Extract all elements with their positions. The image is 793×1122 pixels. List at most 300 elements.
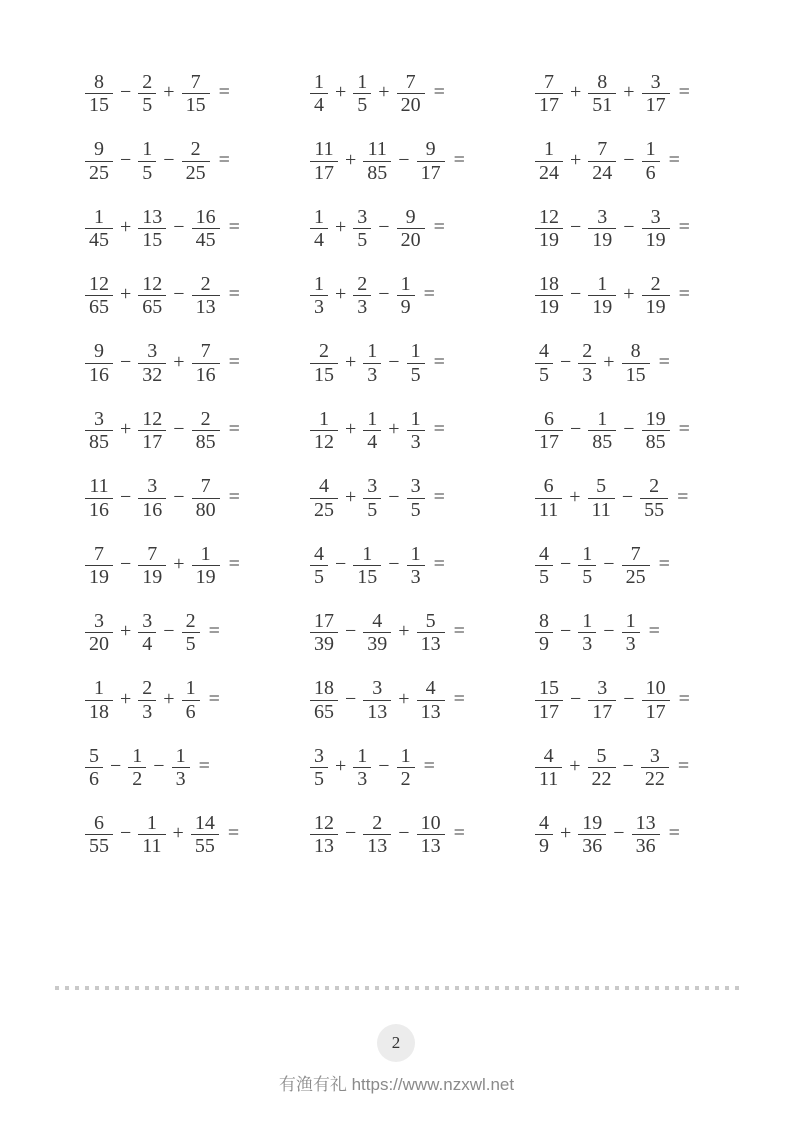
numerator: 10 [645, 677, 666, 700]
numerator: 7 [597, 138, 608, 161]
fraction-term-1 [535, 745, 562, 791]
fraction-problem [535, 340, 765, 386]
equals-sign: = [677, 485, 689, 508]
numerator: 1 [146, 812, 157, 835]
fraction-term-2 [588, 408, 616, 454]
operator-1: − [120, 552, 132, 575]
denominator: 3 [367, 363, 378, 386]
fraction-term-2 [128, 745, 146, 791]
denominator: 19 [592, 296, 613, 319]
equals-sign: = [228, 485, 240, 508]
fraction-term-1 [85, 475, 113, 521]
fraction-term-2 [363, 812, 391, 858]
equals-sign: = [433, 552, 445, 575]
numerator: 9 [405, 205, 416, 228]
fraction-term-3 [397, 71, 425, 117]
fraction-term-3 [192, 206, 220, 252]
fraction-term-2 [353, 71, 371, 117]
fraction-term-1 [85, 543, 113, 589]
denominator: 5 [142, 94, 153, 117]
numerator: 4 [539, 542, 549, 565]
operator-1: − [560, 620, 572, 643]
fraction-problem [85, 206, 310, 252]
fraction-problem [535, 273, 765, 319]
fraction-term-1 [535, 138, 563, 184]
fraction-term-3 [192, 475, 220, 521]
equals-sign: = [208, 687, 220, 710]
denominator: 85 [645, 431, 666, 454]
fraction-term-2 [138, 610, 156, 656]
fraction-problem [85, 677, 310, 723]
numerator: 7 [405, 70, 416, 93]
fraction-term-3 [417, 138, 445, 184]
operator-1: − [570, 215, 582, 238]
operator-2: − [623, 215, 635, 238]
numerator: 3 [597, 205, 608, 228]
denominator: 5 [410, 363, 421, 386]
equals-sign: = [228, 418, 240, 441]
fraction-problem [85, 475, 310, 521]
fraction-term-3 [640, 475, 668, 521]
operator-1: − [120, 81, 132, 104]
numerator: 1 [94, 677, 104, 700]
numerator: 9 [425, 138, 436, 161]
operator-2: + [163, 687, 175, 710]
denominator: 19 [89, 565, 109, 588]
operator-1: + [570, 81, 582, 104]
fraction-problem [310, 745, 535, 791]
fraction-term-3 [417, 677, 445, 723]
numerator: 10 [420, 812, 441, 835]
equals-sign: = [678, 418, 690, 441]
numerator: 4 [539, 812, 549, 835]
numerator: 3 [650, 205, 661, 228]
numerator: 2 [649, 475, 660, 498]
operator-2: − [388, 552, 400, 575]
denominator: 19 [592, 228, 613, 251]
numerator: 19 [645, 407, 666, 430]
fraction-term-2 [578, 812, 606, 858]
fraction-term-2 [588, 273, 616, 319]
numerator: 18 [539, 272, 559, 295]
fraction-problem [310, 408, 535, 454]
fraction-problem [85, 71, 310, 117]
operator-1: + [120, 418, 132, 441]
fraction-problem [85, 610, 310, 656]
denominator: 5 [357, 94, 368, 117]
numerator: 18 [314, 677, 334, 700]
numerator: 2 [582, 340, 593, 363]
numerator: 1 [367, 340, 378, 363]
fraction-term-3 [632, 812, 660, 858]
denominator: 5 [539, 565, 549, 588]
denominator: 13 [420, 633, 441, 656]
numerator: 1 [314, 205, 324, 228]
fraction-problem [535, 475, 765, 521]
equals-sign: = [198, 755, 210, 778]
fraction-problem [310, 340, 535, 386]
equals-sign: = [433, 350, 445, 373]
denominator: 45 [195, 228, 216, 251]
operator-1: + [120, 687, 132, 710]
denominator: 17 [645, 94, 666, 117]
numerator: 6 [544, 407, 554, 430]
operator-1: + [560, 822, 572, 845]
numerator: 4 [372, 609, 383, 632]
numerator: 1 [625, 609, 636, 632]
equals-sign: = [218, 81, 230, 104]
fraction-problem [85, 745, 310, 791]
fraction-term-2 [138, 71, 156, 117]
fraction-term-1 [535, 543, 553, 589]
numerator: 1 [132, 744, 143, 767]
numerator: 9 [94, 138, 104, 161]
denominator: 11 [591, 498, 611, 521]
numerator: 11 [367, 138, 387, 161]
fraction-term-1 [535, 340, 553, 386]
denominator: 85 [367, 161, 388, 184]
denominator: 5 [142, 161, 153, 184]
fraction-term-2 [578, 543, 596, 589]
numerator: 7 [630, 542, 641, 565]
numerator: 3 [410, 475, 421, 498]
denominator: 19 [645, 228, 666, 251]
numerator: 1 [645, 138, 656, 161]
operator-2: + [623, 283, 635, 306]
fraction-term-2 [138, 340, 166, 386]
denominator: 22 [591, 768, 612, 791]
denominator: 13 [367, 835, 388, 858]
equals-sign: = [433, 485, 445, 508]
denominator: 11 [142, 835, 162, 858]
fraction-term-2 [363, 408, 381, 454]
equals-sign: = [678, 215, 690, 238]
operator-1: + [345, 350, 357, 373]
numerator: 3 [142, 609, 153, 632]
fraction-term-1 [310, 745, 328, 791]
fraction-term-3 [192, 543, 220, 589]
fraction-term-2 [588, 71, 616, 117]
fraction-term-1 [85, 610, 113, 656]
denominator: 24 [539, 161, 559, 184]
fraction-problem [85, 340, 310, 386]
denominator: 3 [142, 700, 153, 723]
operator-1: − [120, 148, 132, 171]
numerator: 3 [94, 407, 104, 430]
denominator: 85 [592, 431, 613, 454]
numerator: 6 [543, 475, 554, 498]
denominator: 4 [142, 633, 153, 656]
equals-sign: = [668, 822, 680, 845]
fraction-term-1 [310, 71, 328, 117]
numerator: 3 [650, 70, 661, 93]
denominator: 2 [400, 768, 411, 791]
numerator: 5 [596, 475, 607, 498]
fraction-term-3 [192, 273, 220, 319]
fraction-term-1 [310, 475, 338, 521]
equals-sign: = [433, 418, 445, 441]
fraction-problem [85, 812, 310, 858]
operator-1: + [569, 485, 581, 508]
fraction-problem [310, 677, 535, 723]
denominator: 65 [142, 296, 163, 319]
operator-2: − [173, 283, 185, 306]
fraction-term-1 [310, 543, 328, 589]
denominator: 19 [142, 565, 163, 588]
equals-sign: = [228, 283, 240, 306]
denominator: 6 [185, 700, 196, 723]
numerator: 1 [544, 138, 554, 161]
equals-sign: = [658, 552, 670, 575]
denominator: 3 [410, 565, 421, 588]
operator-2: − [173, 215, 185, 238]
denominator: 15 [357, 565, 378, 588]
fraction-term-3 [417, 610, 445, 656]
numerator: 5 [425, 609, 436, 632]
operator-1: + [335, 755, 347, 778]
operator-2: − [388, 350, 400, 373]
denominator: 55 [194, 835, 215, 858]
operator-1: − [120, 822, 132, 845]
fraction-term-3 [622, 543, 650, 589]
denominator: 3 [357, 768, 368, 791]
denominator: 55 [89, 835, 109, 858]
numerator: 2 [319, 340, 329, 363]
fraction-term-1 [310, 206, 328, 252]
denominator: 20 [400, 228, 421, 251]
fraction-problem [85, 138, 310, 184]
denominator: 51 [592, 94, 613, 117]
numerator: 2 [142, 70, 153, 93]
page-number-badge: 2 [377, 1024, 415, 1062]
numerator: 1 [367, 407, 378, 430]
fraction-term-3 [622, 340, 650, 386]
denominator: 45 [89, 228, 109, 251]
fraction-term-1 [310, 138, 338, 184]
operator-2: + [172, 822, 184, 845]
denominator: 18 [89, 700, 109, 723]
fraction-problem [535, 71, 765, 117]
denominator: 36 [582, 835, 603, 858]
numerator: 1 [597, 272, 608, 295]
numerator: 7 [190, 70, 201, 93]
fraction-term-1 [310, 812, 338, 858]
numerator: 3 [357, 205, 368, 228]
denominator: 85 [89, 431, 109, 454]
denominator: 3 [357, 296, 368, 319]
fraction-term-3 [192, 408, 220, 454]
numerator: 2 [200, 407, 211, 430]
equals-sign: = [208, 620, 220, 643]
denominator: 15 [625, 363, 646, 386]
numerator: 2 [357, 272, 368, 295]
numerator: 12 [89, 272, 109, 295]
numerator: 14 [194, 812, 215, 835]
fraction-problem [310, 273, 535, 319]
denominator: 85 [195, 431, 216, 454]
fraction-problem [535, 408, 765, 454]
denominator: 17 [539, 94, 559, 117]
denominator: 2 [132, 768, 143, 791]
operator-1: − [335, 552, 347, 575]
fraction-term-1 [85, 677, 113, 723]
denominator: 20 [400, 94, 421, 117]
numerator: 1 [410, 542, 421, 565]
fraction-term-2 [588, 206, 616, 252]
denominator: 11 [539, 768, 559, 791]
equals-sign: = [677, 755, 690, 778]
fraction-term-2 [138, 677, 156, 723]
fraction-term-2 [353, 273, 371, 319]
operator-1: + [335, 215, 347, 238]
equals-sign: = [228, 350, 240, 373]
denominator: 5 [582, 565, 593, 588]
numerator: 1 [357, 744, 368, 767]
equals-sign: = [453, 687, 465, 710]
numerator: 4 [543, 744, 554, 767]
denominator: 5 [367, 498, 378, 521]
numerator: 16 [195, 205, 216, 228]
operator-2: − [153, 755, 165, 778]
fraction-term-3 [182, 71, 210, 117]
fraction-term-2 [363, 475, 381, 521]
equals-sign: = [453, 148, 465, 171]
fraction-term-1 [310, 677, 338, 723]
fraction-term-3 [622, 610, 640, 656]
operator-1: − [120, 485, 132, 508]
numerator: 1 [142, 138, 153, 161]
fraction-term-2 [138, 273, 166, 319]
fraction-term-2 [578, 610, 596, 656]
numerator: 4 [314, 542, 324, 565]
denominator: 5 [357, 228, 368, 251]
operator-1: − [345, 687, 357, 710]
operator-2: − [173, 485, 185, 508]
fraction-problem [535, 543, 765, 589]
operator-2: + [388, 418, 400, 441]
equals-sign: = [228, 552, 240, 575]
denominator: 12 [314, 431, 334, 454]
denominator: 25 [314, 498, 334, 521]
fraction-term-3 [642, 677, 670, 723]
denominator: 5 [185, 633, 196, 656]
operator-2: + [173, 350, 185, 373]
numerator: 1 [582, 609, 593, 632]
denominator: 16 [89, 363, 109, 386]
denominator: 19 [195, 565, 216, 588]
operator-2: − [163, 620, 175, 643]
numerator: 1 [400, 744, 411, 767]
numerator: 3 [147, 475, 158, 498]
fraction-problem [310, 71, 535, 117]
numerator: 15 [539, 677, 559, 700]
fraction-problem [85, 273, 310, 319]
fraction-term-3 [642, 206, 670, 252]
operator-2: − [398, 148, 410, 171]
fraction-term-3 [407, 408, 425, 454]
fraction-term-3 [642, 273, 670, 319]
fraction-term-3 [192, 340, 220, 386]
operator-1: − [345, 620, 357, 643]
fraction-term-1 [535, 273, 563, 319]
numerator: 3 [372, 677, 383, 700]
numerator: 5 [596, 744, 607, 767]
equals-sign: = [453, 822, 465, 845]
denominator: 17 [539, 700, 559, 723]
operator-2: − [378, 215, 390, 238]
denominator: 6 [645, 161, 656, 184]
denominator: 19 [645, 296, 666, 319]
numerator: 1 [357, 70, 368, 93]
fraction-term-3 [172, 745, 190, 791]
numerator: 7 [147, 542, 158, 565]
numerator: 8 [597, 70, 608, 93]
numerator: 1 [582, 542, 593, 565]
fraction-term-2 [363, 610, 391, 656]
operator-1: − [560, 552, 572, 575]
fraction-problem [310, 543, 535, 589]
equals-sign: = [228, 215, 240, 238]
fraction-term-1 [85, 340, 113, 386]
operator-2: − [378, 283, 390, 306]
numerator: 12 [539, 205, 559, 228]
numerator: 7 [200, 340, 211, 363]
operator-2: − [173, 418, 185, 441]
numerator: 1 [314, 70, 324, 93]
fraction-term-1 [85, 206, 113, 252]
fraction-problem [535, 610, 765, 656]
fraction-term-1 [535, 610, 553, 656]
fraction-term-2 [138, 812, 165, 858]
fraction-term-3 [397, 273, 415, 319]
numerator: 11 [89, 475, 109, 498]
numerator: 5 [89, 744, 99, 767]
numerator: 19 [582, 812, 603, 835]
operator-2: − [603, 552, 615, 575]
denominator: 17 [592, 700, 613, 723]
operator-2: + [163, 81, 175, 104]
dotted-divider [55, 986, 739, 990]
denominator: 3 [175, 768, 186, 791]
fraction-term-1 [535, 71, 563, 117]
numerator: 12 [314, 812, 334, 835]
fraction-term-2 [353, 745, 371, 791]
fraction-term-2 [588, 138, 616, 184]
fraction-term-3 [182, 610, 200, 656]
denominator: 3 [314, 296, 324, 319]
numerator: 6 [94, 812, 104, 835]
fraction-term-1 [85, 273, 113, 319]
fraction-problem [310, 812, 535, 858]
operator-2: − [622, 755, 634, 778]
fraction-term-3 [397, 206, 425, 252]
fraction-term-1 [310, 610, 338, 656]
equals-sign: = [668, 148, 680, 171]
numerator: 4 [425, 677, 436, 700]
fraction-term-3 [641, 745, 669, 791]
denominator: 19 [539, 228, 559, 251]
fraction-term-2 [588, 475, 615, 521]
numerator: 1 [362, 542, 373, 565]
numerator: 2 [185, 609, 196, 632]
denominator: 4 [367, 431, 378, 454]
denominator: 16 [142, 498, 163, 521]
denominator: 15 [142, 228, 163, 251]
operator-1: + [345, 418, 357, 441]
fraction-term-1 [310, 273, 328, 319]
numerator: 7 [200, 475, 211, 498]
fraction-problem [310, 610, 535, 656]
